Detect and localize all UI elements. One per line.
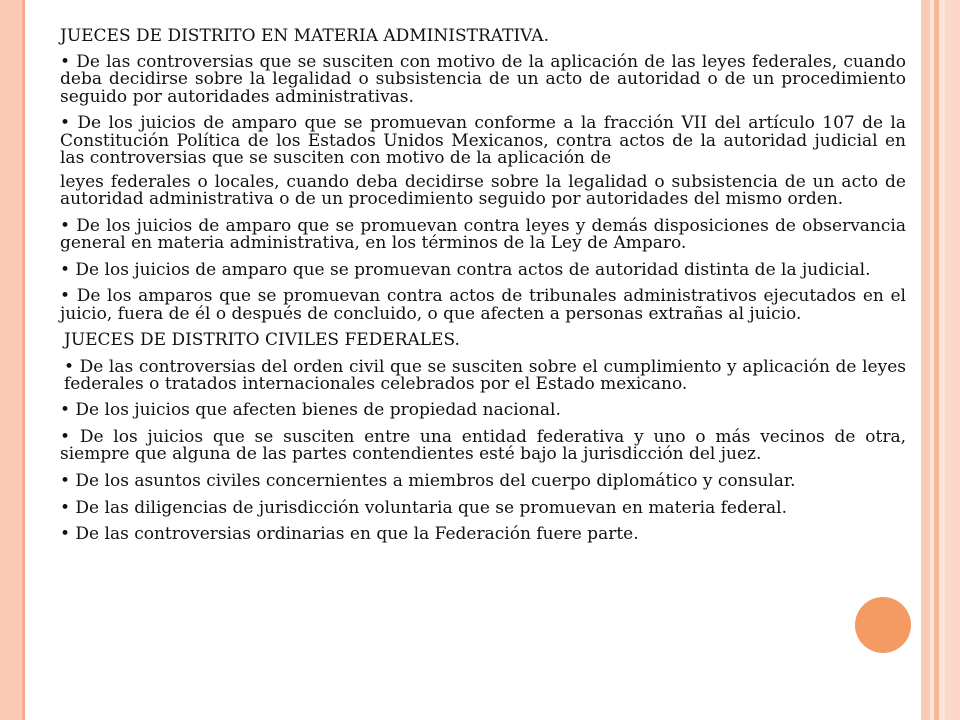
list-item: • De las controversias del orden civil que se susciten sobre el cumplimiento y aplicación de leyes federales o tratados internacionales celebrados por el Estado mexicano. — [64, 356, 906, 394]
list-item: • De las controversias ordinarias en que la Federación fuere parte. — [60, 524, 639, 545]
list-item: • De las controversias que se susciten con motivo de la aplicación de las leyes federales, cuando deba decidirse sobre la legalidad o subsistencia de un acto de autoridad o de un procedimiento seguido por autoridades administrativas. — [60, 52, 906, 107]
list-item: • De las diligencias de jurisdicción voluntaria que se promuevan en materia federal. — [60, 497, 788, 518]
list-item: • De los juicios de amparo que se promuevan conforme a la fracción VII del artículo 107 de la Constitución Política de los Estados Unidos Mexicanos, contra actos de la autoridad judicial en las controversias que se susciten con motivo de la aplicación de — [60, 113, 906, 168]
list-item: • De los juicios de amparo que se promuevan contra leyes y demás disposiciones de observancia general en materia administrativa, en los términos de la Ley de Amparo. — [60, 215, 906, 254]
right-border-stripe — [945, 0, 960, 720]
list-item: • De los asuntos civiles concernientes a miembros del cuerpo diplomático y consular. — [60, 471, 796, 492]
section-heading-civiles: JUECES DE DISTRITO CIVILES FEDERALES. — [64, 330, 460, 351]
right-border-stripe — [921, 0, 930, 720]
orange-circle-decoration — [855, 597, 911, 653]
list-item: • De los juicios de amparo que se promuevan contra actos de autoridad distinta de la judicial. — [60, 259, 871, 280]
right-decorative-border — [921, 0, 960, 720]
left-decorative-border — [0, 0, 25, 720]
list-item: leyes federales o locales, cuando deba decidirse sobre la legalidad o subsistencia de un acto de autoridad administrativa o de un procedimiento seguido por autoridades del mismo orden. — [60, 171, 906, 210]
list-item: • De los amparos que se promuevan contra actos de tribunales administrativos ejecutados en el juicio, fuera de él o después de concluido, o que afecten a personas extrañas al juicio. — [60, 286, 906, 324]
slide-body — [60, 28, 906, 553]
list-item: • De los juicios que afecten bienes de propiedad nacional. — [60, 400, 561, 421]
right-border-stripe — [934, 0, 939, 720]
section-heading-administrativa: JUECES DE DISTRITO EN MATERIA ADMINISTRATIVA. — [60, 26, 549, 46]
list-item: • De los juicios que se susciten entre una entidad federativa y uno o más vecinos de otra, siempre que alguna de las partes contendientes esté bajo la jurisdicción del juez. — [60, 427, 906, 465]
